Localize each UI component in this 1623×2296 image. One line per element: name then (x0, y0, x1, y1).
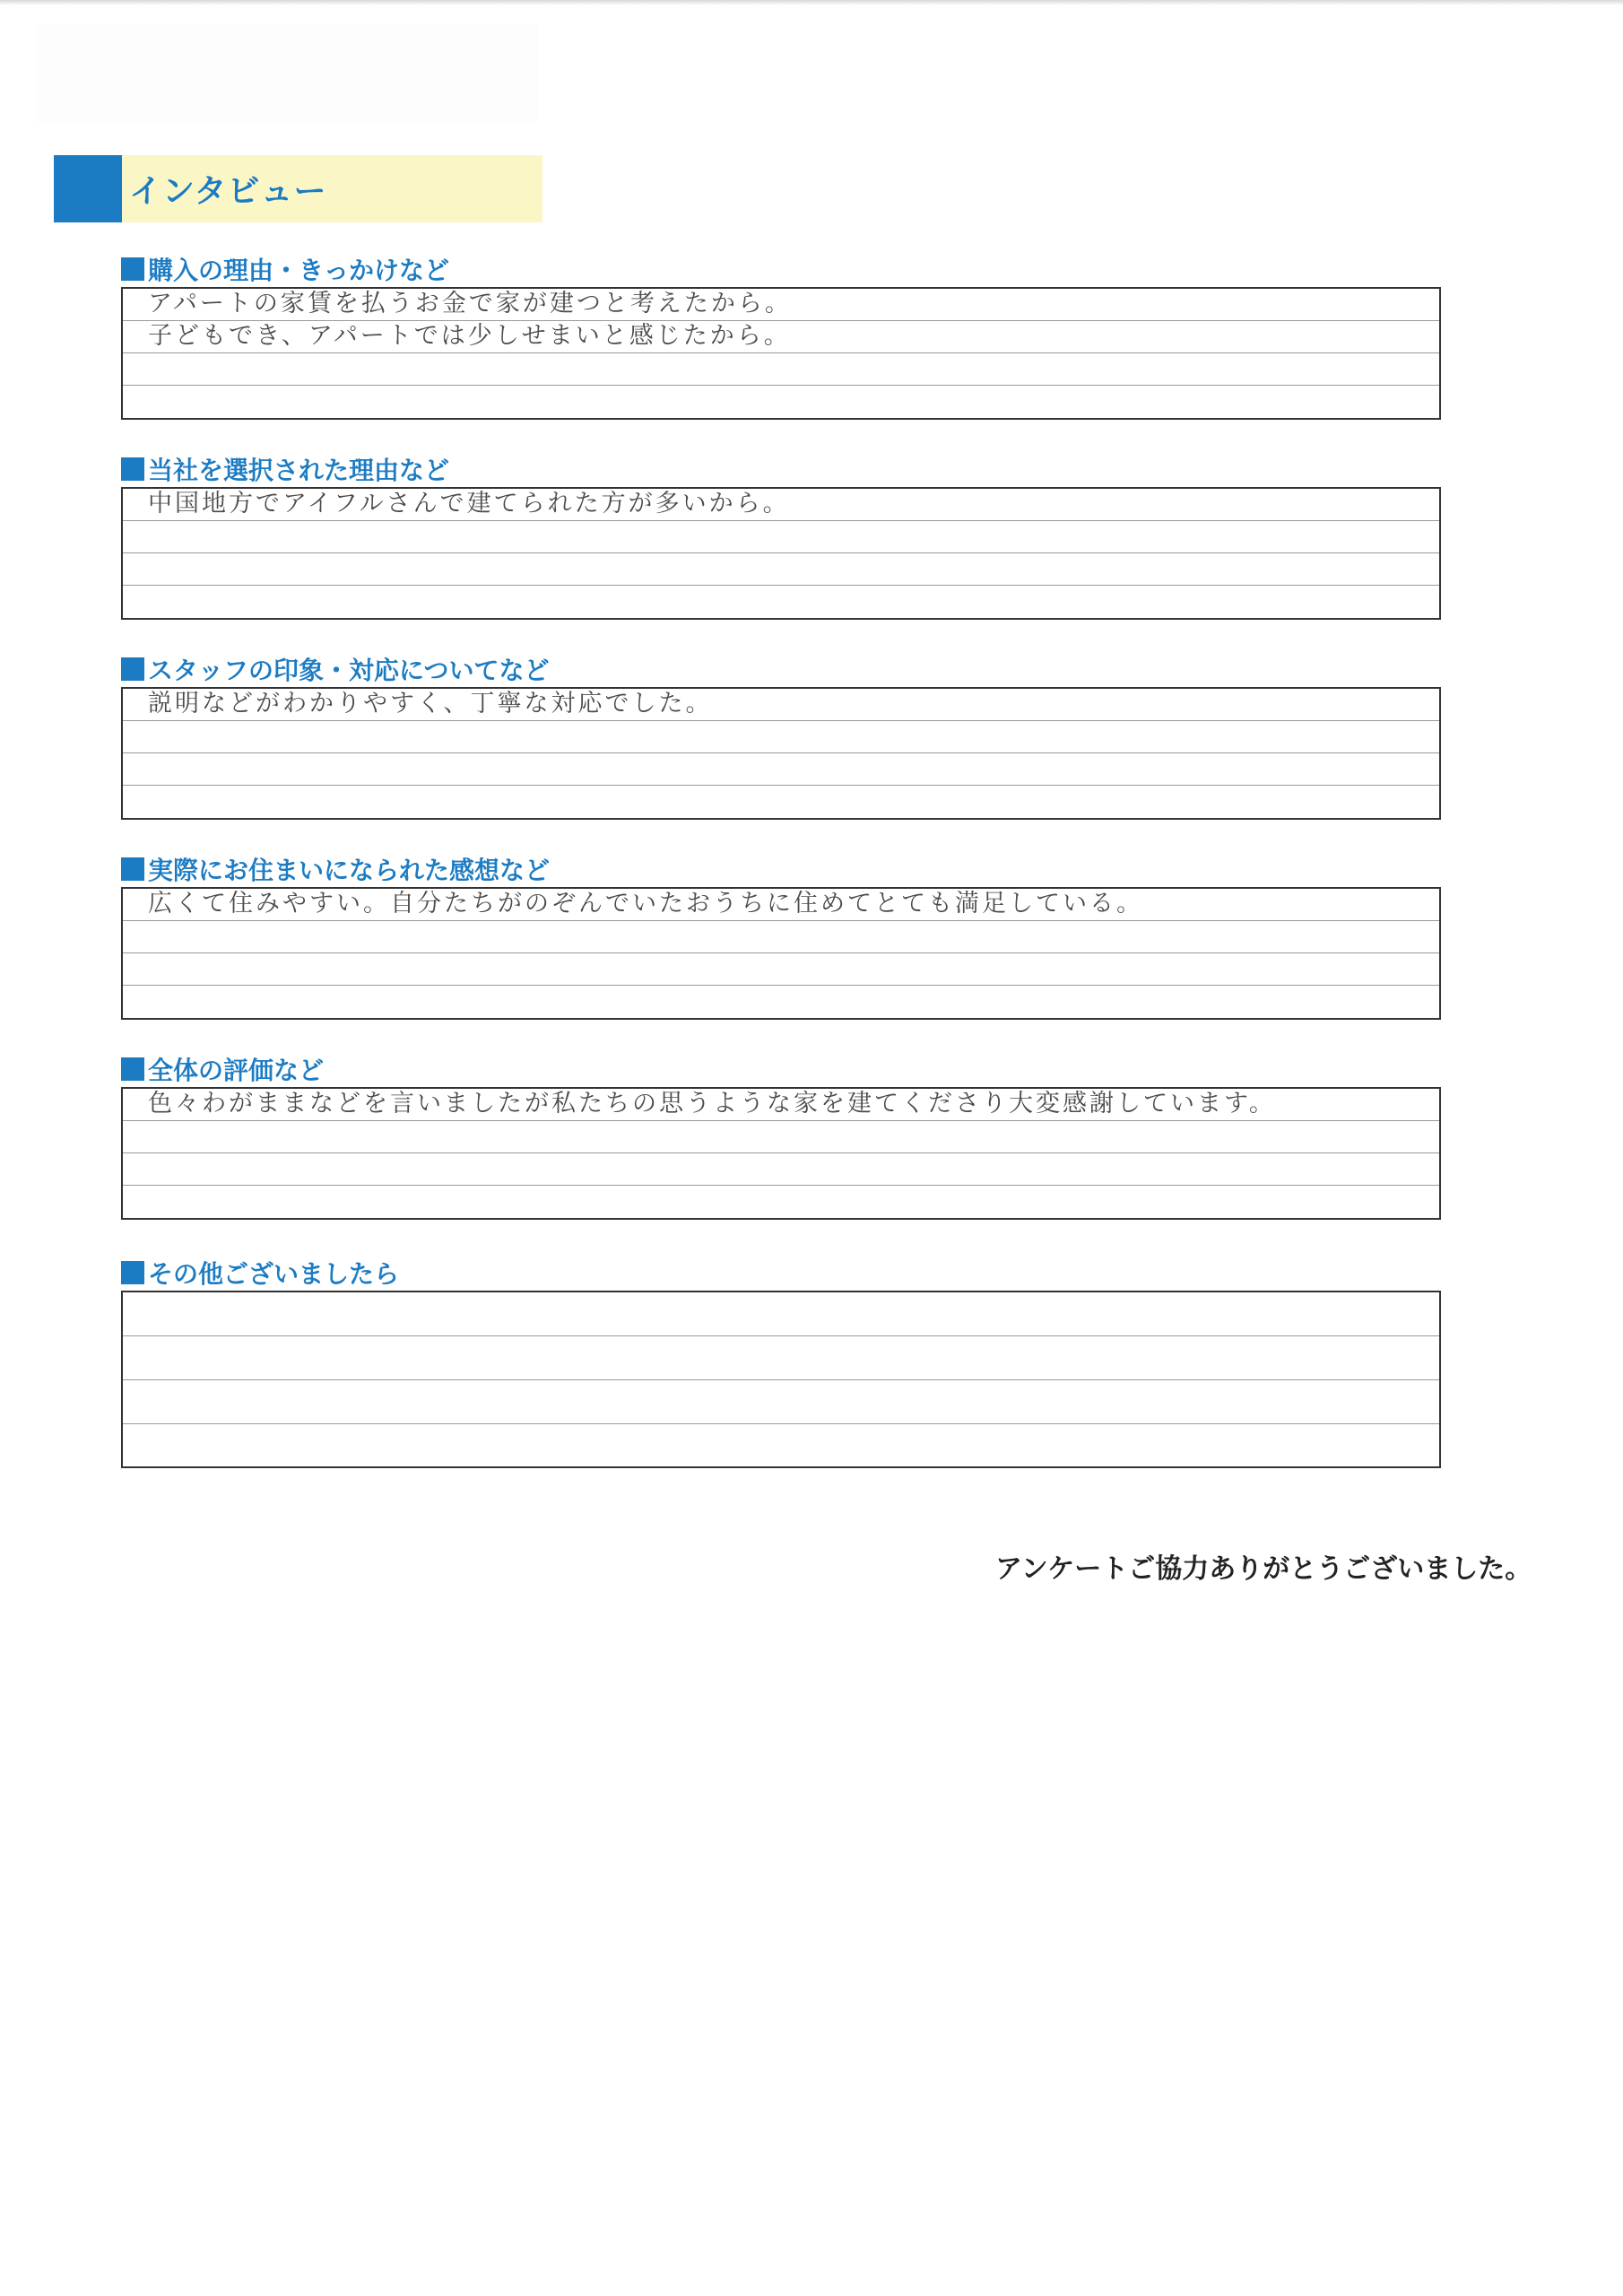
answer-line (123, 1424, 1439, 1468)
page-title: インタビュー (129, 173, 327, 210)
square-bullet-icon (121, 257, 144, 281)
section-heading (121, 1257, 1444, 1289)
answer-line (123, 1336, 1439, 1380)
answer-line (123, 521, 1439, 553)
answer-line (123, 586, 1439, 618)
answer-box (121, 1291, 1441, 1468)
answer-line (123, 1121, 1439, 1153)
section-staff-impression (121, 653, 1444, 820)
answer-line (123, 986, 1439, 1018)
section-heading (121, 453, 1444, 485)
answer-line (123, 721, 1439, 753)
square-bullet-icon (121, 1261, 144, 1284)
square-bullet-icon (121, 657, 144, 681)
scan-edge (0, 0, 1623, 5)
answer-box (121, 287, 1441, 420)
answer-line (123, 1153, 1439, 1186)
section-title: 全体の評価など (148, 1056, 325, 1085)
section-title: 実際にお住まいになられた感想など (148, 856, 551, 885)
answer-line: 子どもでき、アパートでは少しせまいと感じたから。 (123, 321, 1439, 353)
answer-line: 広くて住みやすい。自分たちがのぞんでいたおうちに住めてとても満足している。 (123, 889, 1439, 921)
section-overall-evaluation (121, 1053, 1444, 1220)
square-bullet-icon (121, 857, 144, 881)
answer-line (123, 353, 1439, 386)
section-other-comments (121, 1257, 1444, 1468)
section-living-impressions (121, 853, 1444, 1020)
answer-line (123, 921, 1439, 953)
blank-area (36, 23, 538, 122)
answer-line (123, 753, 1439, 786)
closing-message: アンケートご協力ありがとうございました。 (995, 1553, 1532, 1585)
page-header (54, 155, 542, 222)
section-company-choice-reason (121, 453, 1444, 620)
answer-line (123, 386, 1439, 418)
answer-line: アパートの家賃を払うお金で家が建つと考えたから。 (123, 289, 1439, 321)
section-title: その他ございましたら (148, 1259, 400, 1289)
answer-line (123, 553, 1439, 586)
section-heading (121, 853, 1444, 885)
answer-line (123, 786, 1439, 818)
section-heading (121, 1053, 1444, 1085)
section-heading (121, 653, 1444, 685)
answer-box (121, 487, 1441, 620)
section-title: 購入の理由・きっかけなど (148, 256, 450, 285)
answer-box (121, 687, 1441, 820)
square-bullet-icon (121, 457, 144, 481)
answer-line: 色々わがままなどを言いましたが私たちの思うような家を建てくださり大変感謝しています。 (123, 1089, 1439, 1121)
section-purchase-reason (121, 253, 1444, 420)
answer-line: 中国地方でアイフルさんで建てられた方が多いから。 (123, 489, 1439, 521)
answer-box (121, 887, 1441, 1020)
answer-line (123, 953, 1439, 986)
square-bullet-icon (121, 1057, 144, 1081)
section-title: スタッフの印象・対応についてなど (148, 656, 550, 685)
header-accent-block (54, 155, 122, 222)
answer-line (123, 1380, 1439, 1424)
answer-line: 説明などがわかりやすく、丁寧な対応でした。 (123, 689, 1439, 721)
answer-line (123, 1292, 1439, 1336)
answer-line (123, 1186, 1439, 1218)
section-title: 当社を選択された理由など (148, 456, 450, 485)
section-heading (121, 253, 1444, 285)
answer-box (121, 1087, 1441, 1220)
